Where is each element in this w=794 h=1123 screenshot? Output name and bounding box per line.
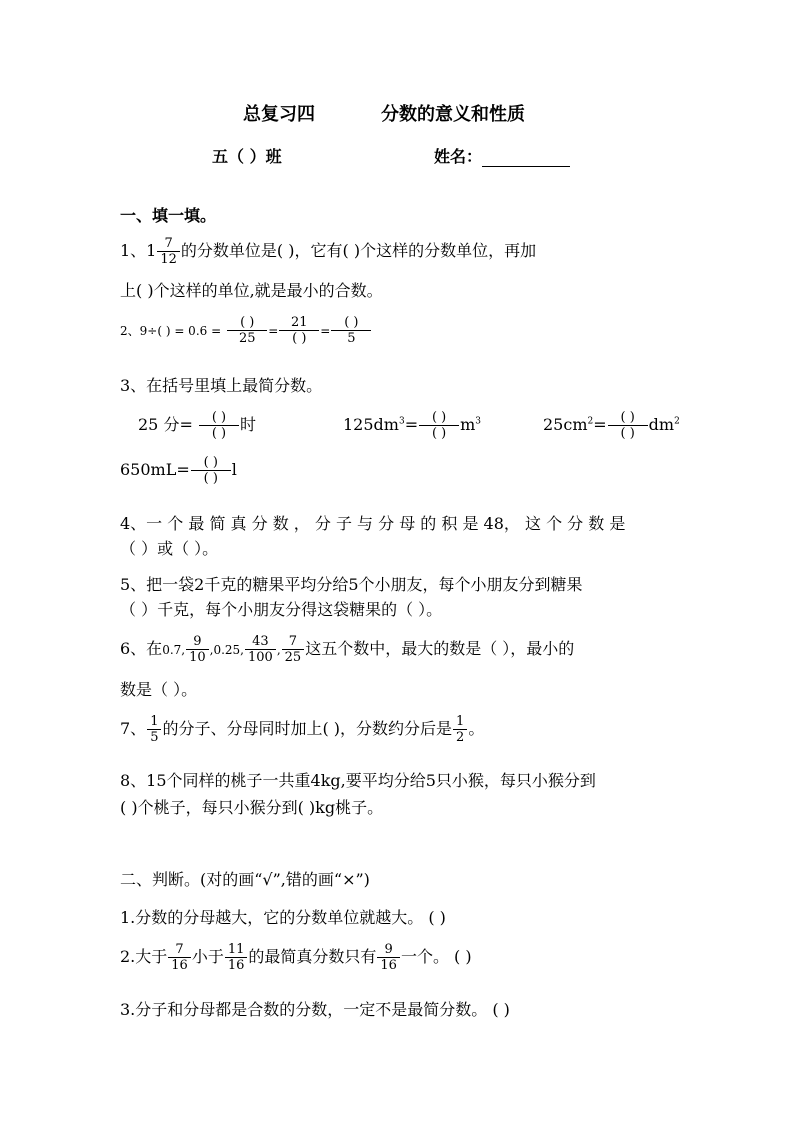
- name-label-text: 姓名：: [434, 147, 483, 166]
- q2-eq2: =: [320, 324, 331, 338]
- q2-eq1: =: [268, 324, 279, 338]
- q4-line2: （ ）或（ ）。: [120, 539, 219, 558]
- q7-prefix: 7、: [120, 719, 147, 738]
- q6-frac2: [245, 634, 276, 665]
- j2-prefix: 2.大于: [120, 947, 168, 966]
- q1-prefix: 1、1: [120, 241, 157, 260]
- q7-end: 。: [468, 719, 485, 738]
- q3-c-suffix-sup: 2: [674, 416, 680, 427]
- q5-line1: 5、把一袋2千克的糖果平均分给5个小朋友，每个小朋友分到糖果: [120, 575, 583, 594]
- q2-prefix: 2、9÷( ) = 0.6 =: [120, 324, 222, 338]
- q2-frac2: [279, 315, 319, 346]
- q3-d-den: ( ): [191, 470, 231, 486]
- j2-frac3: [377, 942, 400, 973]
- q3-c-num: ( ): [620, 410, 635, 425]
- q2-f1-den: 25: [227, 330, 267, 346]
- q3-d-prefix: 650mL=: [120, 460, 190, 479]
- q6-rest: 这五个数中，最大的数是（ ），最小的: [305, 639, 575, 658]
- q3-b-eq: =: [404, 415, 419, 434]
- q2-f2-num: 21: [291, 315, 308, 330]
- q3-a-prefix: 25 分=: [138, 415, 193, 434]
- q6-frac3: [282, 634, 305, 665]
- q7-frac2: [453, 714, 467, 745]
- q7-f2-den: 2: [453, 729, 467, 745]
- q3-b-suffix-sup: 3: [475, 416, 481, 427]
- j2-frac2: [225, 942, 248, 973]
- title-right: 分数的意义和性质: [381, 104, 525, 125]
- q4-line1: 4、一 个 最 简 真 分 数 ， 分 子 与 分 母 的 积 是 48， 这 个 分 数 是: [120, 514, 626, 533]
- q6-f2-den: 100: [245, 649, 276, 665]
- q3-c-suffix: dm: [648, 415, 675, 434]
- q7-line: [120, 714, 484, 745]
- q3-c-eq: =: [593, 415, 607, 434]
- judge-2: [120, 942, 472, 973]
- q3-b-den: ( ): [419, 425, 459, 441]
- q6-f1-den: 10: [186, 649, 209, 665]
- q3-text: 3、在括号里填上最简分数。: [120, 376, 323, 395]
- name-input-line[interactable]: [482, 148, 570, 167]
- q5-line2: （ ）千克，每个小朋友分得这袋糖果的（ ）。: [120, 600, 443, 619]
- q3-a-suffix: 时: [239, 415, 256, 434]
- q3-a-den: ( ): [199, 425, 239, 441]
- j2-frac1: [168, 942, 191, 973]
- q1-fraction: [157, 236, 180, 267]
- q6-f2-num: 43: [252, 634, 269, 649]
- q6-n2: ,0.25,: [209, 643, 244, 657]
- q3-c-sup: 2: [587, 416, 594, 427]
- j2-f2-den: 16: [225, 957, 248, 973]
- q2-frac1: [227, 315, 267, 346]
- q1-line2: 上( )个这样的单位,就是最小的合数。: [120, 281, 383, 300]
- q6-line1: [120, 634, 574, 665]
- q3-d-suffix: l: [231, 460, 237, 479]
- q6-f3-num: 7: [288, 634, 298, 649]
- q7-mid: 的分子、分母同时加上( )，分数约分后是: [162, 719, 453, 738]
- q6-sep: ,: [276, 643, 281, 657]
- j2-end: 一个。 ( ): [400, 947, 472, 966]
- q3-a-num: ( ): [211, 410, 227, 425]
- j2-mid2: 的最简真分数只有: [248, 947, 377, 966]
- q6-f1-num: 9: [193, 634, 202, 649]
- q2-line: [120, 315, 372, 346]
- q3-b-prefix: 125dm: [343, 415, 399, 434]
- q2-frac3: [331, 315, 371, 346]
- q7-f2-num: 1: [456, 714, 465, 729]
- q3-b-num: ( ): [431, 410, 447, 425]
- q3-a-frac: [199, 410, 239, 441]
- q2-f1-num: ( ): [240, 315, 255, 330]
- q7-frac1: [147, 714, 161, 745]
- j2-f3-den: 16: [377, 957, 400, 973]
- j2-f2-num: 11: [227, 942, 245, 957]
- name-label: [434, 144, 570, 167]
- q2-f3-num: ( ): [344, 315, 359, 330]
- q3-b-sup: 3: [398, 416, 405, 427]
- j2-f1-den: 16: [168, 957, 191, 973]
- j2-f1-num: 7: [175, 942, 184, 957]
- q3-item-a: [138, 410, 256, 441]
- q7-f1-num: 1: [150, 714, 159, 729]
- q3-c-den: ( ): [608, 425, 648, 441]
- q1-line1: [120, 236, 536, 267]
- q3-c-frac: [608, 410, 648, 441]
- q7-f1-den: 5: [147, 729, 161, 745]
- q3-d-num: ( ): [203, 455, 218, 470]
- q2-f2-den: ( ): [279, 330, 319, 346]
- q6-n1: 0.7,: [162, 643, 186, 657]
- q8-line2: ( )个桃子，每只小猴分到( )kg桃子。: [120, 798, 384, 817]
- q6-frac1: [186, 634, 209, 665]
- q6-line2: 数是（ ）。: [120, 680, 198, 699]
- q1-frac-num: 7: [164, 236, 173, 251]
- class-label: 五（ ）班: [212, 147, 282, 166]
- j2-mid1: 小于: [191, 947, 224, 966]
- q1-frac-den: 12: [157, 251, 180, 267]
- section2-heading: 二、判断。(对的画“√”,错的画“×”): [120, 870, 370, 889]
- q3-item-b: [343, 410, 481, 441]
- q3-c-prefix: 25cm: [543, 415, 588, 434]
- judge-1: 1.分数的分母越大，它的分数单位就越大。 ( ): [120, 908, 446, 927]
- q3-b-suffix: m: [460, 415, 476, 434]
- title-left: 总复习四: [243, 104, 315, 125]
- judge-3: 3.分子和分母都是合数的分数，一定不是最简分数。 ( ): [120, 1000, 510, 1019]
- q6-f3-den: 25: [282, 649, 305, 665]
- q2-f3-den: 5: [331, 330, 371, 346]
- q6-prefix: 6、在: [120, 639, 163, 658]
- q3-d-frac: [191, 455, 231, 486]
- q1-rest: 的分数单位是( )，它有( )个这样的分数单位，再加: [180, 241, 537, 260]
- q3-item-d: [120, 455, 237, 486]
- section1-heading: 一、填一填。: [120, 206, 217, 225]
- q3-b-frac: [419, 410, 459, 441]
- q8-line1: 8、15个同样的桃子一共重4kg,要平均分给5只小猴，每只小猴分到: [120, 771, 596, 790]
- j2-f3-num: 9: [384, 942, 393, 957]
- q3-item-c: [543, 410, 680, 441]
